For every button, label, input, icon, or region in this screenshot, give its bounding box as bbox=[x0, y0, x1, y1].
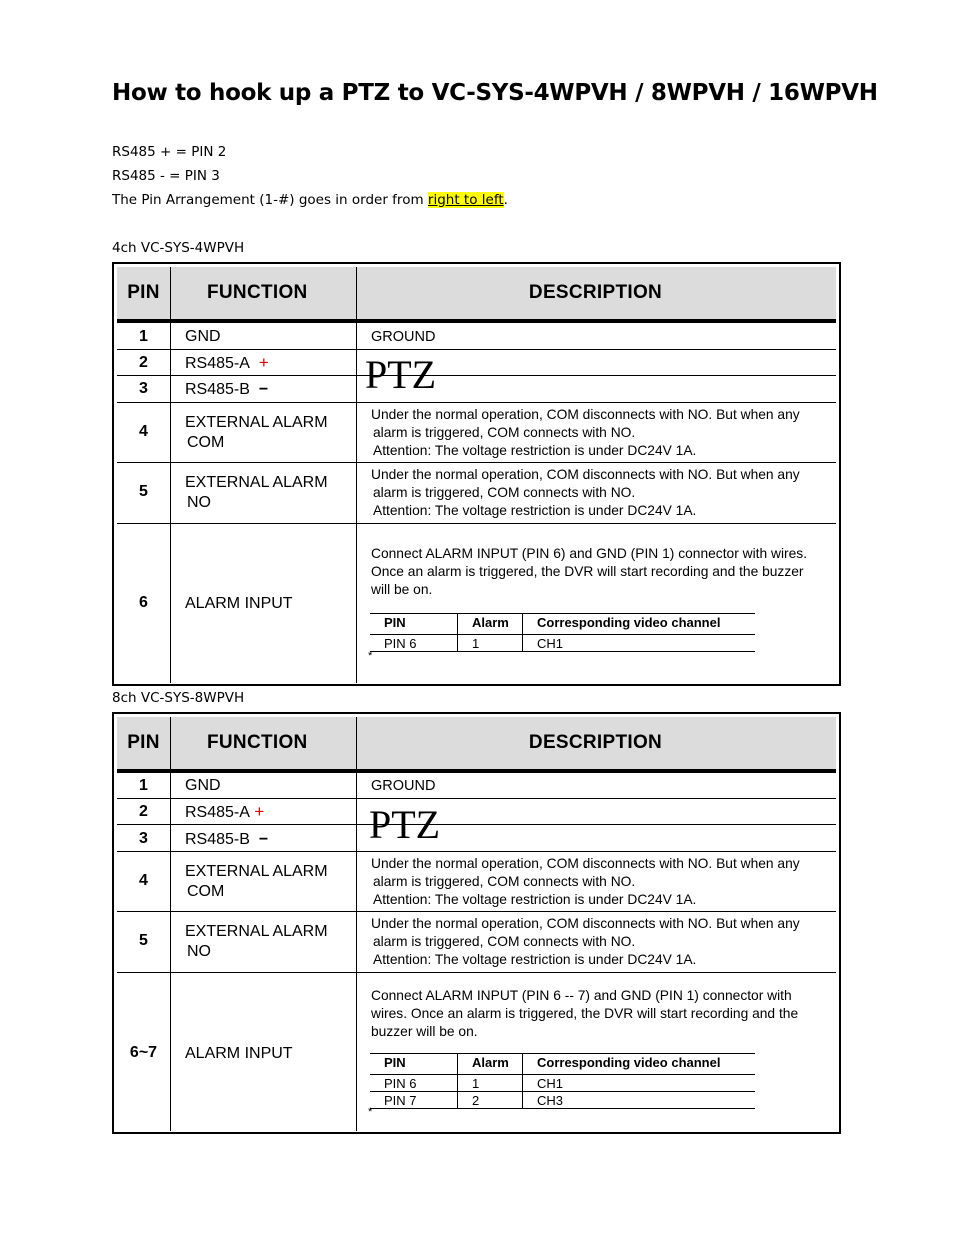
header-pin: PIN bbox=[127, 282, 160, 303]
mini-cell-alarm: 1 bbox=[472, 1076, 480, 1091]
table-row bbox=[117, 912, 836, 973]
pin-function: GND bbox=[185, 777, 221, 794]
description-line: Connect ALARM INPUT (PIN 6) and GND (PIN 1) connector with wires. bbox=[371, 546, 808, 561]
mini-header-pin: PIN bbox=[384, 1055, 406, 1070]
pin-number: 6~7 bbox=[129, 1044, 158, 1061]
description-line: alarm is triggered, COM connects with NO. bbox=[373, 934, 636, 949]
table-row bbox=[117, 524, 836, 686]
page-title: How to hook up a PTZ to VC-SYS-4WPVH / 8WPVH / 16WPVH bbox=[112, 80, 878, 106]
pin-function: GND bbox=[185, 328, 221, 345]
pin-function: ALARM INPUT bbox=[185, 1045, 293, 1062]
ptz-label: PTZ bbox=[365, 352, 437, 397]
pin-function-sub: NO bbox=[187, 943, 211, 960]
description-line: Attention: The voltage restriction is under DC24V 1A. bbox=[373, 952, 697, 967]
pin-number: 4 bbox=[139, 872, 148, 889]
description-line: alarm is triggered, COM connects with NO. bbox=[373, 425, 636, 440]
mini-cell-alarm: 1 bbox=[472, 636, 480, 651]
description-line: will be on. bbox=[371, 582, 433, 597]
mini-cell-pin: PIN 6 bbox=[384, 636, 417, 651]
pin-number: 1 bbox=[139, 328, 148, 345]
table-row bbox=[117, 323, 836, 350]
mini-table-row bbox=[370, 635, 755, 652]
description-line: Once an alarm is triggered, the DVR will start recording and the buzzer bbox=[371, 564, 804, 579]
asterisk-mark: * bbox=[368, 650, 373, 662]
note-pin-arrangement bbox=[112, 192, 508, 208]
mini-cell-pin: PIN 6 bbox=[384, 1076, 417, 1091]
pin-table-4ch bbox=[112, 262, 841, 686]
mini-table-header bbox=[370, 613, 755, 635]
table-row bbox=[117, 376, 836, 403]
table-header bbox=[117, 717, 836, 773]
pin-function: EXTERNAL ALARM bbox=[185, 474, 328, 491]
highlighted-text: right to left bbox=[427, 192, 504, 208]
header-function: FUNCTION bbox=[207, 732, 308, 753]
pin-number: 3 bbox=[139, 380, 148, 397]
header-description: DESCRIPTION bbox=[528, 282, 663, 303]
pin-function: RS485-B bbox=[185, 831, 250, 848]
description-line: alarm is triggered, COM connects with NO. bbox=[373, 874, 636, 889]
mini-header-alarm: Alarm bbox=[472, 1055, 509, 1070]
mini-cell-alarm: 2 bbox=[472, 1093, 480, 1108]
mini-header-alarm: Alarm bbox=[472, 615, 509, 630]
pin-function-sub: NO bbox=[187, 494, 211, 511]
ptz-label: PTZ bbox=[369, 802, 441, 847]
pin-description: GROUND bbox=[371, 329, 436, 345]
plus-sign: + bbox=[258, 353, 269, 372]
minus-sign: − bbox=[258, 381, 269, 398]
table-row bbox=[117, 852, 836, 912]
pin-function: ALARM INPUT bbox=[185, 595, 293, 612]
table-row bbox=[117, 463, 836, 524]
description-line: Under the normal operation, COM disconnects with NO. But when any bbox=[371, 407, 800, 422]
header-function: FUNCTION bbox=[207, 282, 308, 303]
note-prefix: The Pin Arrangement (1-#) goes in order from bbox=[112, 192, 428, 208]
asterisk-mark: * bbox=[368, 1106, 373, 1118]
plus-sign: + bbox=[254, 802, 265, 821]
pin-number: 1 bbox=[139, 777, 148, 794]
pin-function-sub: COM bbox=[187, 883, 225, 900]
mini-cell-pin: PIN 7 bbox=[384, 1093, 417, 1108]
table-row bbox=[117, 350, 836, 376]
alarm-channel-table bbox=[370, 1053, 755, 1109]
pin-number: 3 bbox=[139, 830, 148, 847]
pin-number: 5 bbox=[139, 483, 148, 500]
description-line: Under the normal operation, COM disconnects with NO. But when any bbox=[371, 916, 800, 931]
header-description: DESCRIPTION bbox=[528, 732, 663, 753]
pin-function-sub: COM bbox=[187, 434, 225, 451]
minus-sign: − bbox=[258, 831, 269, 848]
pin-function: RS485-B bbox=[185, 381, 250, 398]
pin-function: RS485-A bbox=[185, 804, 250, 821]
mini-table-row bbox=[370, 1075, 755, 1092]
alarm-channel-table bbox=[370, 613, 755, 652]
note-rs485-minus: RS485 - = PIN 3 bbox=[112, 168, 220, 184]
table-row bbox=[117, 825, 836, 852]
mini-header-channel: Corresponding video channel bbox=[537, 1055, 721, 1070]
mini-cell-channel: CH3 bbox=[537, 1093, 564, 1108]
table-caption-8ch: 8ch VC-SYS-8WPVH bbox=[112, 690, 245, 706]
description-line: Under the normal operation, COM disconnects with NO. But when any bbox=[371, 856, 800, 871]
table-caption-4ch: 4ch VC-SYS-4WPVH bbox=[112, 240, 245, 256]
description-line: alarm is triggered, COM connects with NO. bbox=[373, 485, 636, 500]
table-row bbox=[117, 973, 836, 1134]
mini-header-channel: Corresponding video channel bbox=[537, 615, 721, 630]
note-suffix: . bbox=[503, 192, 508, 208]
mini-table-row bbox=[370, 1092, 755, 1109]
mini-cell-channel: CH1 bbox=[537, 636, 564, 651]
pin-description: GROUND bbox=[371, 778, 436, 794]
mini-header-pin: PIN bbox=[384, 615, 406, 630]
table-row bbox=[117, 773, 836, 799]
pin-function: EXTERNAL ALARM bbox=[185, 414, 328, 431]
table-row bbox=[117, 799, 836, 825]
description-line: buzzer will be on. bbox=[371, 1024, 478, 1039]
description-line: Attention: The voltage restriction is under DC24V 1A. bbox=[373, 503, 697, 518]
header-pin: PIN bbox=[127, 732, 160, 753]
pin-table-8ch bbox=[112, 712, 841, 1134]
pin-number: 2 bbox=[139, 354, 148, 371]
pin-function: EXTERNAL ALARM bbox=[185, 863, 328, 880]
table-header bbox=[117, 267, 836, 323]
mini-cell-channel: CH1 bbox=[537, 1076, 564, 1091]
description-line: wires. Once an alarm is triggered, the DVR will start recording and the bbox=[371, 1006, 799, 1021]
pin-number: 2 bbox=[139, 803, 148, 820]
pin-number: 5 bbox=[139, 932, 148, 949]
description-line: Attention: The voltage restriction is under DC24V 1A. bbox=[373, 443, 697, 458]
mini-table-header bbox=[370, 1053, 755, 1075]
pin-number: 4 bbox=[139, 423, 148, 440]
description-line: Connect ALARM INPUT (PIN 6 -- 7) and GND (PIN 1) connector with bbox=[371, 988, 792, 1003]
pin-number: 6 bbox=[139, 594, 148, 611]
pin-function: RS485-A bbox=[185, 355, 250, 372]
pin-function: EXTERNAL ALARM bbox=[185, 923, 328, 940]
description-line: Under the normal operation, COM disconnects with NO. But when any bbox=[371, 467, 800, 482]
description-line: Attention: The voltage restriction is under DC24V 1A. bbox=[373, 892, 697, 907]
table-row bbox=[117, 403, 836, 463]
note-rs485-plus: RS485 + = PIN 2 bbox=[112, 144, 227, 160]
